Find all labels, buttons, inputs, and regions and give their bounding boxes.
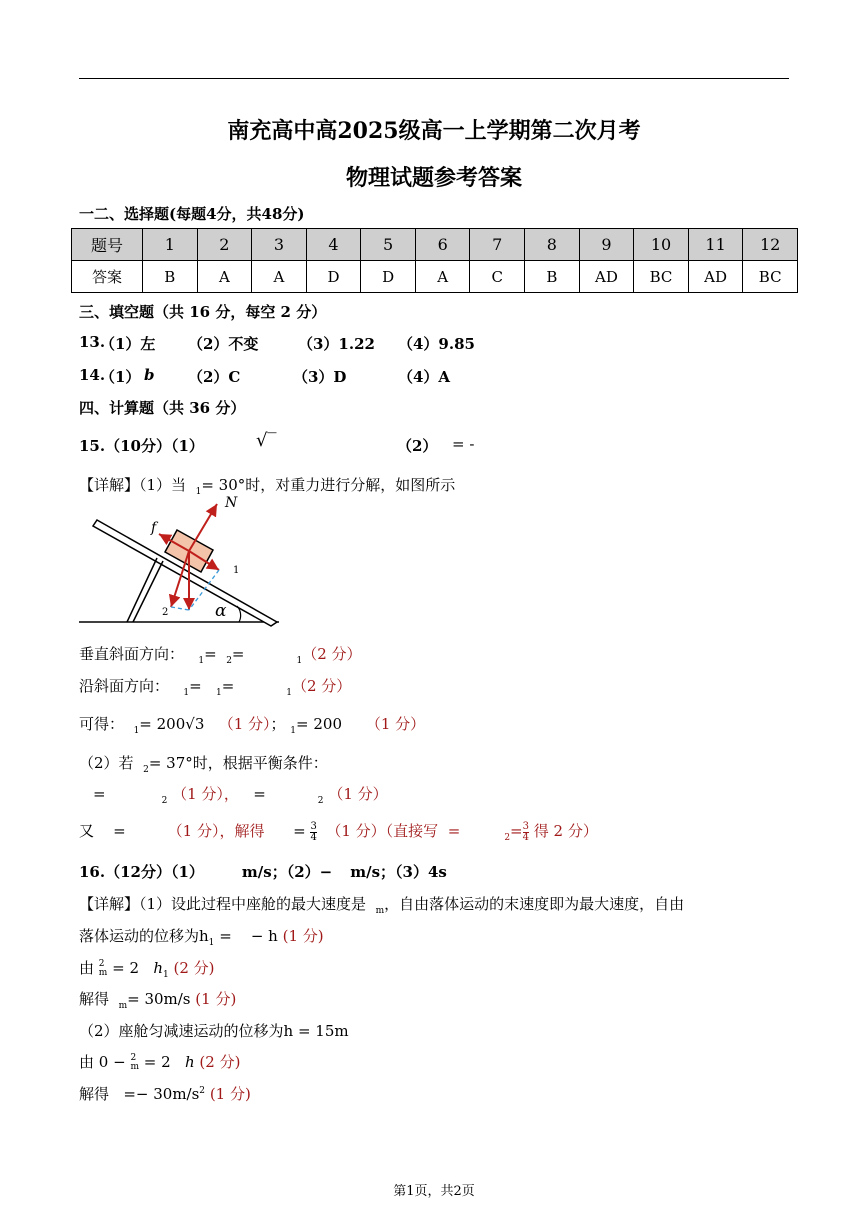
text: h: [153, 959, 163, 977]
subscript: 1: [195, 487, 202, 497]
q16-line7: [79, 1083, 251, 1104]
label-2: 2: [162, 607, 169, 618]
score: (1 分): [209, 1085, 251, 1103]
q14-answer-2: （2）C: [188, 368, 241, 386]
eq: =: [204, 645, 217, 663]
q14-number: 14.: [79, 366, 106, 384]
q16-line4: [79, 988, 236, 1011]
subscript: 1: [296, 656, 303, 666]
q14-answer-4: （4）A: [398, 368, 451, 386]
detail-text: （1）当: [139, 476, 187, 494]
table-cell: BC: [743, 261, 798, 293]
detail-label: 【详解】: [79, 895, 140, 913]
numerator: 3: [310, 820, 317, 832]
dashed-line: [171, 607, 189, 610]
table-row: [72, 261, 798, 293]
table-cell: 10: [634, 229, 689, 261]
page-footer: 第1页，共2页: [393, 1184, 475, 1199]
q16-unit-2: m/s；（3）4s: [350, 863, 447, 881]
table-cell: 7: [470, 229, 525, 261]
eq: =: [293, 822, 306, 840]
table-cell: A: [252, 261, 307, 293]
detail-text: （1）设此过程中座舱的最大速度是: [139, 895, 367, 913]
part2-line: [79, 752, 328, 775]
q16-line5: （2）座舱匀减速运动的位移为h = 15m: [79, 1022, 349, 1040]
support-leg: [127, 558, 157, 622]
q13-answer-3: （3）1.22: [298, 335, 375, 353]
score: (2 分): [173, 959, 215, 977]
section-choice-heading: 一二、选择题(每题4分，共48分): [79, 205, 305, 223]
score: （2 分）: [302, 645, 362, 663]
answer-table: [71, 228, 798, 293]
score: (1 分): [282, 927, 324, 945]
table-cell: 9: [579, 229, 634, 261]
q15-part2-eq: = -: [452, 435, 475, 453]
eq: =: [219, 927, 232, 945]
value: = 200√3: [139, 715, 205, 733]
label-n: N: [225, 495, 238, 511]
fraction: [310, 822, 316, 843]
subscript: m: [98, 968, 108, 978]
label-1: 1: [233, 565, 240, 576]
value: = 200: [296, 715, 342, 733]
score: (1 分): [195, 990, 237, 1008]
table-cell: 1: [143, 229, 198, 261]
subscript: 2: [143, 765, 149, 775]
table-cell: BC: [634, 261, 689, 293]
table-cell: 8: [525, 229, 580, 261]
score: （1 分）（直接写: [326, 822, 439, 840]
eq: =: [113, 822, 126, 840]
table-cell: 11: [688, 229, 743, 261]
superscript: 2: [199, 1086, 206, 1096]
page-subtitle: 物理试题参考答案: [345, 165, 522, 191]
table-cell: AD: [579, 261, 634, 293]
support-leg: [133, 561, 163, 622]
q16-heading-line: [79, 861, 447, 882]
subscript: 1: [215, 688, 222, 698]
table-cell: D: [306, 261, 361, 293]
line-label: 可得：: [79, 715, 125, 733]
perp-line: [79, 643, 362, 666]
q13-answer-1: （1）左: [100, 335, 156, 353]
table-cell: C: [470, 261, 525, 293]
table-cell: 题号: [72, 229, 143, 261]
table-cell: 5: [361, 229, 416, 261]
q13-number: 13.: [79, 333, 106, 351]
table-cell: 6: [415, 229, 470, 261]
text: 由 0 −: [79, 1053, 126, 1071]
subscript: 1: [286, 688, 292, 698]
subscript: 1: [163, 970, 169, 980]
subscript: 1: [208, 938, 215, 948]
subscript: 2: [226, 656, 232, 666]
q14-answer-1-value: b: [144, 366, 155, 384]
line-label: 垂直斜面方向：: [79, 645, 185, 663]
subscript: m: [118, 1001, 128, 1011]
eq: =: [447, 822, 461, 840]
score: （2 分）: [292, 677, 352, 695]
q16-line6: [79, 1051, 240, 1072]
top-rule: [79, 78, 789, 79]
score: （1 分）: [365, 715, 426, 733]
fraction: [523, 822, 529, 843]
text: − h: [250, 927, 278, 945]
text: = 37°时，根据平衡条件：: [148, 754, 328, 772]
incline-diagram: [79, 492, 294, 627]
table-cell: AD: [688, 261, 743, 293]
q16-heading: 16.（12分）（1）: [79, 863, 204, 881]
text: 由: [79, 959, 95, 977]
subscript: m: [375, 906, 385, 916]
table-cell: B: [525, 261, 580, 293]
label-f: f: [151, 520, 157, 536]
q14-answer-3: （3）D: [293, 368, 347, 386]
subscript: 1: [183, 688, 190, 698]
score: (2 分): [199, 1053, 241, 1071]
detail-text: ，自由落体运动的末速度即为最大速度，自由: [384, 895, 685, 913]
text: 落体运动的位移为h: [79, 927, 209, 945]
table-cell: 答案: [72, 261, 143, 293]
subscript: 2: [161, 796, 168, 806]
superscript: 2: [130, 1053, 137, 1063]
eq: = 2: [143, 1053, 171, 1071]
eq: =: [189, 677, 202, 695]
table-cell: A: [197, 261, 252, 293]
page-title: 南充高中高2025级高一上学期第二次月考: [227, 118, 641, 144]
table-row: [72, 229, 798, 261]
subscript: 2: [317, 796, 324, 806]
numerator: 3: [522, 820, 529, 832]
table-cell: 2: [197, 229, 252, 261]
score: （1 分）: [328, 785, 388, 803]
sup-sub: [130, 1054, 139, 1072]
eq: =: [510, 822, 523, 840]
sep: ；: [270, 715, 286, 733]
subscript: 2: [504, 833, 511, 843]
section-calc-heading: 四、计算题（共 36 分）: [79, 399, 246, 417]
result-line: [79, 713, 425, 736]
along-line: [79, 675, 351, 698]
part2-eq-line: [93, 783, 388, 806]
q13-answer-2: （2）不变: [188, 335, 259, 353]
table-cell: B: [143, 261, 198, 293]
q14-answer-1-prefix: （1）: [100, 368, 141, 386]
value: = 30m/s: [127, 990, 191, 1008]
eq: = 2: [112, 959, 140, 977]
score: （1 分），解得: [167, 822, 265, 840]
table-cell: D: [361, 261, 416, 293]
detail-label: 【详解】: [79, 476, 140, 494]
score: 得 2 分）: [533, 822, 598, 840]
q16-line3: [79, 957, 215, 980]
table-cell: 12: [743, 229, 798, 261]
line-label: 沿斜面方向：: [79, 677, 170, 695]
subscript: 1: [198, 656, 205, 666]
text: 解得: [79, 990, 110, 1008]
score: （1 分）: [218, 715, 271, 733]
text: 又: [79, 822, 95, 840]
q15-part2-label: （2）: [397, 437, 438, 455]
q13-answer-4: （4）9.85: [398, 335, 475, 353]
section-fill-heading: 三、填空题（共 16 分，每空 2 分）: [79, 303, 327, 321]
text: （2）若: [79, 754, 134, 772]
eq: =: [93, 785, 106, 803]
label-alpha: α: [215, 601, 227, 621]
sup-sub: [99, 960, 108, 978]
detail-text: = 30°时，对重力进行分解，如图所示: [201, 476, 456, 494]
value: =− 30m/s: [123, 1085, 200, 1103]
denominator: 4: [310, 831, 317, 843]
superscript: 2: [98, 959, 105, 969]
eq: =: [253, 785, 266, 803]
q16-detail-line: [79, 893, 684, 916]
denominator: 4: [522, 831, 529, 843]
q16-line2: [79, 925, 324, 948]
table-cell: A: [415, 261, 470, 293]
q16-unit-1: m/s；（2）−: [241, 863, 333, 881]
text: h: [184, 1053, 195, 1071]
table-cell: 3: [252, 229, 307, 261]
eq: =: [231, 645, 245, 663]
final-line: [79, 820, 598, 843]
text: 解得: [79, 1085, 110, 1103]
score: （1 分），: [172, 785, 239, 803]
table-cell: 4: [306, 229, 361, 261]
subscript: 1: [133, 726, 140, 736]
subscript: m: [130, 1062, 139, 1072]
sqrt-symbol: √‾: [256, 430, 277, 451]
eq: =: [221, 677, 235, 695]
q15-heading: 15.（10分）（1）: [79, 437, 204, 455]
subscript: 1: [290, 726, 297, 736]
